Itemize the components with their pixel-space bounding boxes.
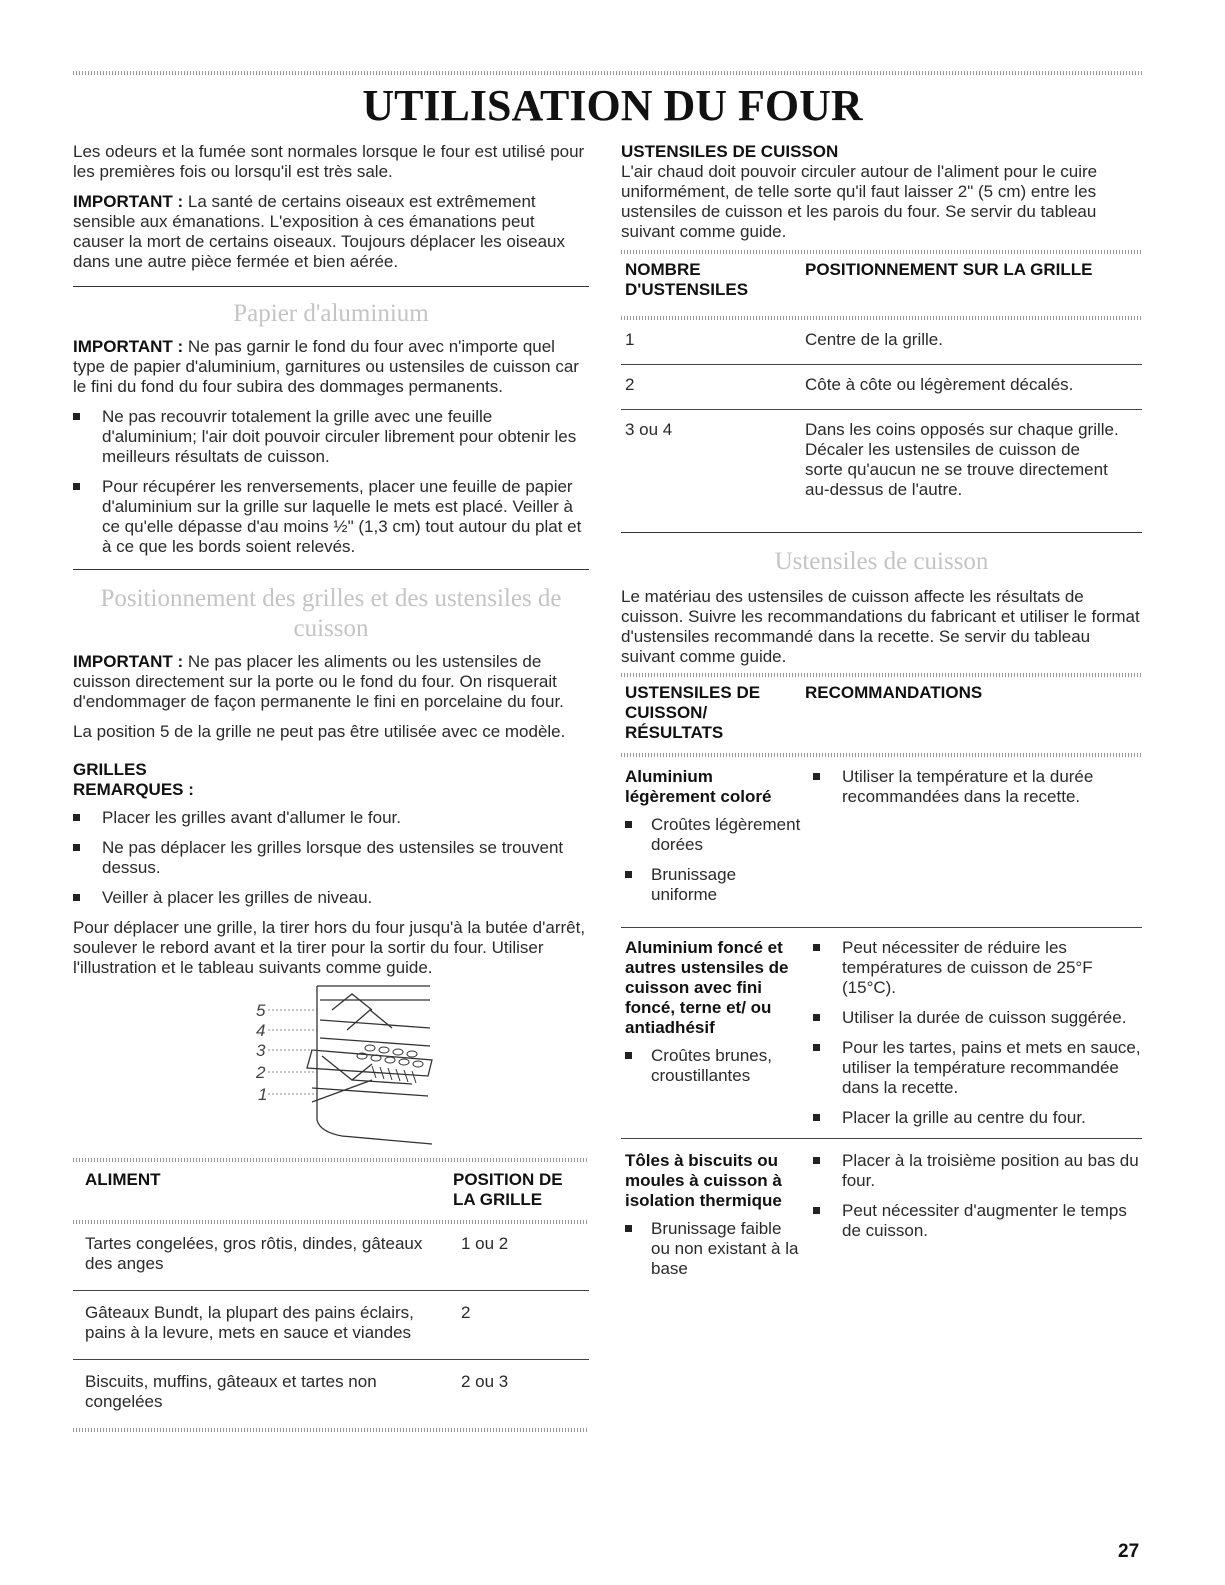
remarks-label: REMARQUES : [73, 780, 194, 799]
ustensiles-text: L'air chaud doit pouvoir circuler autour de l'aliment pour le cuire uniformément, de telle sorte qu'il faut laisser 2" (5 cm) entre les ustensiles de cuisson et les parois du four. Se servir du tableau suivant comme guide. [621, 162, 1098, 241]
list-item: Ne pas recouvrir totalement la grille avec une feuille d'aluminium; l'air doit pouvoir circuler librement pour obtenir les meilleurs résultats de cuisson. [73, 407, 589, 467]
table-row [73, 1224, 589, 1291]
rack-label-3: 3 [256, 1041, 266, 1060]
table-row [73, 1360, 589, 1425]
foil-heading: Papier d'aluminium [233, 300, 429, 327]
list-item: Croûtes légèrement dorées [625, 815, 803, 855]
table-cell: 2 [621, 365, 805, 410]
rack-label-1: 1 [258, 1085, 268, 1104]
left-column [73, 142, 589, 988]
list-item: Peut nécessiter d'augmenter le temps de cuisson. [813, 1201, 1142, 1241]
foil-bullets [73, 407, 589, 557]
list-item: Utiliser la température et la durée recommandées dans la recette. [813, 767, 1142, 807]
position-note: La position 5 de la grille ne peut pas être utilisée avec ce modèle. [73, 722, 566, 741]
count-table [621, 250, 1142, 524]
intro-text: Les odeurs et la fumée sont normales lorsque le four est utilisé pour les premières fois ou lorsqu'il est très sale. [73, 142, 585, 181]
list-item: Placer les grilles avant d'allumer le four. [73, 808, 589, 828]
column-header: USTENSILES DE CUISSON/ RÉSULTATS [625, 683, 761, 742]
table-row [621, 757, 1142, 928]
table-row [621, 320, 1142, 365]
bakeware-table [621, 673, 1142, 1299]
column-header: RECOMMANDATIONS [805, 683, 983, 702]
table-row [73, 1291, 589, 1360]
table-cell: Tartes congelées, gros rôtis, dindes, gâteaux des anges [85, 1234, 423, 1273]
right-column [621, 142, 1142, 1299]
table-cell: 3 ou 4 [621, 410, 805, 525]
list-item: Ne pas déplacer les grilles lorsque des ustensiles se trouvent dessus. [73, 838, 589, 878]
section-divider [621, 532, 1142, 533]
table-cell: Côte à côte ou légèrement décalés. [805, 365, 1142, 410]
bakeware-name: Aluminium foncé et autres ustensiles de cuisson avec fini foncé, terne et/ ou antiadhésif [625, 938, 789, 1037]
table-cell: Dans les coins opposés sur chaque grille. Décaler les ustensiles de cuisson de sorte qu'aucun ne se trouve directement au-dessus de l'autre. [805, 410, 1142, 525]
list-item: Peut nécessiter de réduire les températures de cuisson de 25°F (15°C). [813, 938, 1142, 998]
bakeware-name: Aluminium légèrement coloré [625, 767, 772, 806]
list-item: Utiliser la durée de cuisson suggérée. [813, 1008, 1142, 1028]
positioning-warning: IMPORTANT : Ne pas placer les aliments ou les ustensiles de cuisson directement sur la porte ou le fond du four. On risquerait d'endommager de façon permanente le fini en porcelaine du four. [73, 652, 564, 711]
column-header: ALIMENT [85, 1170, 161, 1189]
grilles-heading: GRILLES [73, 760, 147, 779]
oven-rack-illustration [252, 980, 442, 1150]
list-item: Placer la grille au centre du four. [813, 1108, 1142, 1128]
list-item: Croûtes brunes, croustillantes [625, 1046, 803, 1086]
table-cell: Biscuits, muffins, gâteaux et tartes non congelées [73, 1360, 461, 1425]
food-position-table [73, 1158, 589, 1432]
rack-label-4: 4 [256, 1021, 266, 1040]
positioning-heading: Positionnement des grilles et des ustensiles de cuisson [100, 585, 562, 642]
page-title: UTILISATION DU FOUR [362, 81, 863, 130]
top-border [73, 71, 1143, 75]
list-item: Brunissage faible ou non existant à la base [625, 1219, 803, 1279]
column-header: POSITIONNEMENT SUR LA GRILLE [805, 260, 1093, 279]
grilles-bullets [73, 808, 589, 908]
list-item: Placer à la troisième position au bas du four. [813, 1151, 1142, 1191]
section-divider [73, 569, 589, 570]
list-item: Pour les tartes, pains et mets en sauce, utiliser la température recommandée dans la recette. [813, 1038, 1142, 1098]
bakeware-name: Tôles à biscuits ou moules à cuisson à isolation thermique [625, 1151, 782, 1210]
foil-warning: IMPORTANT : Ne pas garnir le fond du four avec n'importe quel type de papier d'aluminium, garnitures ou ustensiles de cuisson car le fini du fond du four subira des dommages permanents. [73, 337, 579, 396]
table-cell: Gâteaux Bundt, la plupart des pains éclairs, pains à la levure, mets en sauce et viandes [73, 1291, 461, 1360]
bakeware-text: Le matériau des ustensiles de cuisson affecte les résultats de cuisson. Suivre les recommandations du fabricant et utiliser le format d'ustensiles recommandé dans la recette. Se servir du tableau suivant comme guide. [621, 587, 1140, 666]
ustensiles-heading: USTENSILES DE CUISSON [621, 142, 839, 161]
column-header: POSITION DE LA GRILLE [453, 1170, 563, 1209]
rack-label-2: 2 [256, 1063, 266, 1082]
list-item: Brunissage uniforme [625, 865, 803, 905]
list-item: Veiller à placer les grilles de niveau. [73, 888, 589, 908]
rack-label-5: 5 [256, 1001, 266, 1020]
table-cell: Centre de la grille. [805, 330, 943, 349]
table-cell: 1 ou 2 [461, 1234, 509, 1253]
table-cell: 2 [461, 1291, 589, 1360]
table-cell: 2 ou 3 [461, 1360, 589, 1425]
grilles-text: Pour déplacer une grille, la tirer hors du four jusqu'à la butée d'arrêt, soulever le rebord avant et la tirer pour la sortir du four. Utiliser l'illustration et le tableau suivants comme guide. [73, 918, 586, 977]
column-header: NOMBRE D'USTENSILES [625, 260, 749, 299]
table-cell: 1 [625, 330, 635, 349]
list-item: Pour récupérer les renversements, placer une feuille de papier d'aluminium sur la grille sur laquelle le mets est placé. Veiller à ce qu'elle dépasse d'au moins ½" (1,3 cm) tout autour du plat et à ce que les bords soient relevés. [73, 477, 589, 557]
table-row [621, 1139, 1142, 1300]
section-divider [73, 286, 589, 287]
bakeware-heading: Ustensiles de cuisson [774, 548, 989, 575]
important-label: IMPORTANT : [73, 192, 184, 211]
table-row [621, 410, 1142, 525]
table-row [621, 928, 1142, 1139]
table-row [621, 365, 1142, 410]
bird-warning: IMPORTANT : La santé de certains oiseaux est extrêmement sensible aux émanations. L'exposition à ces émanations peut causer la mort de certains oiseaux. Toujours déplacer les oiseaux dans une autre pièce fermée et bien aérée. [73, 192, 566, 271]
page-number: 27 [1118, 1541, 1140, 1562]
